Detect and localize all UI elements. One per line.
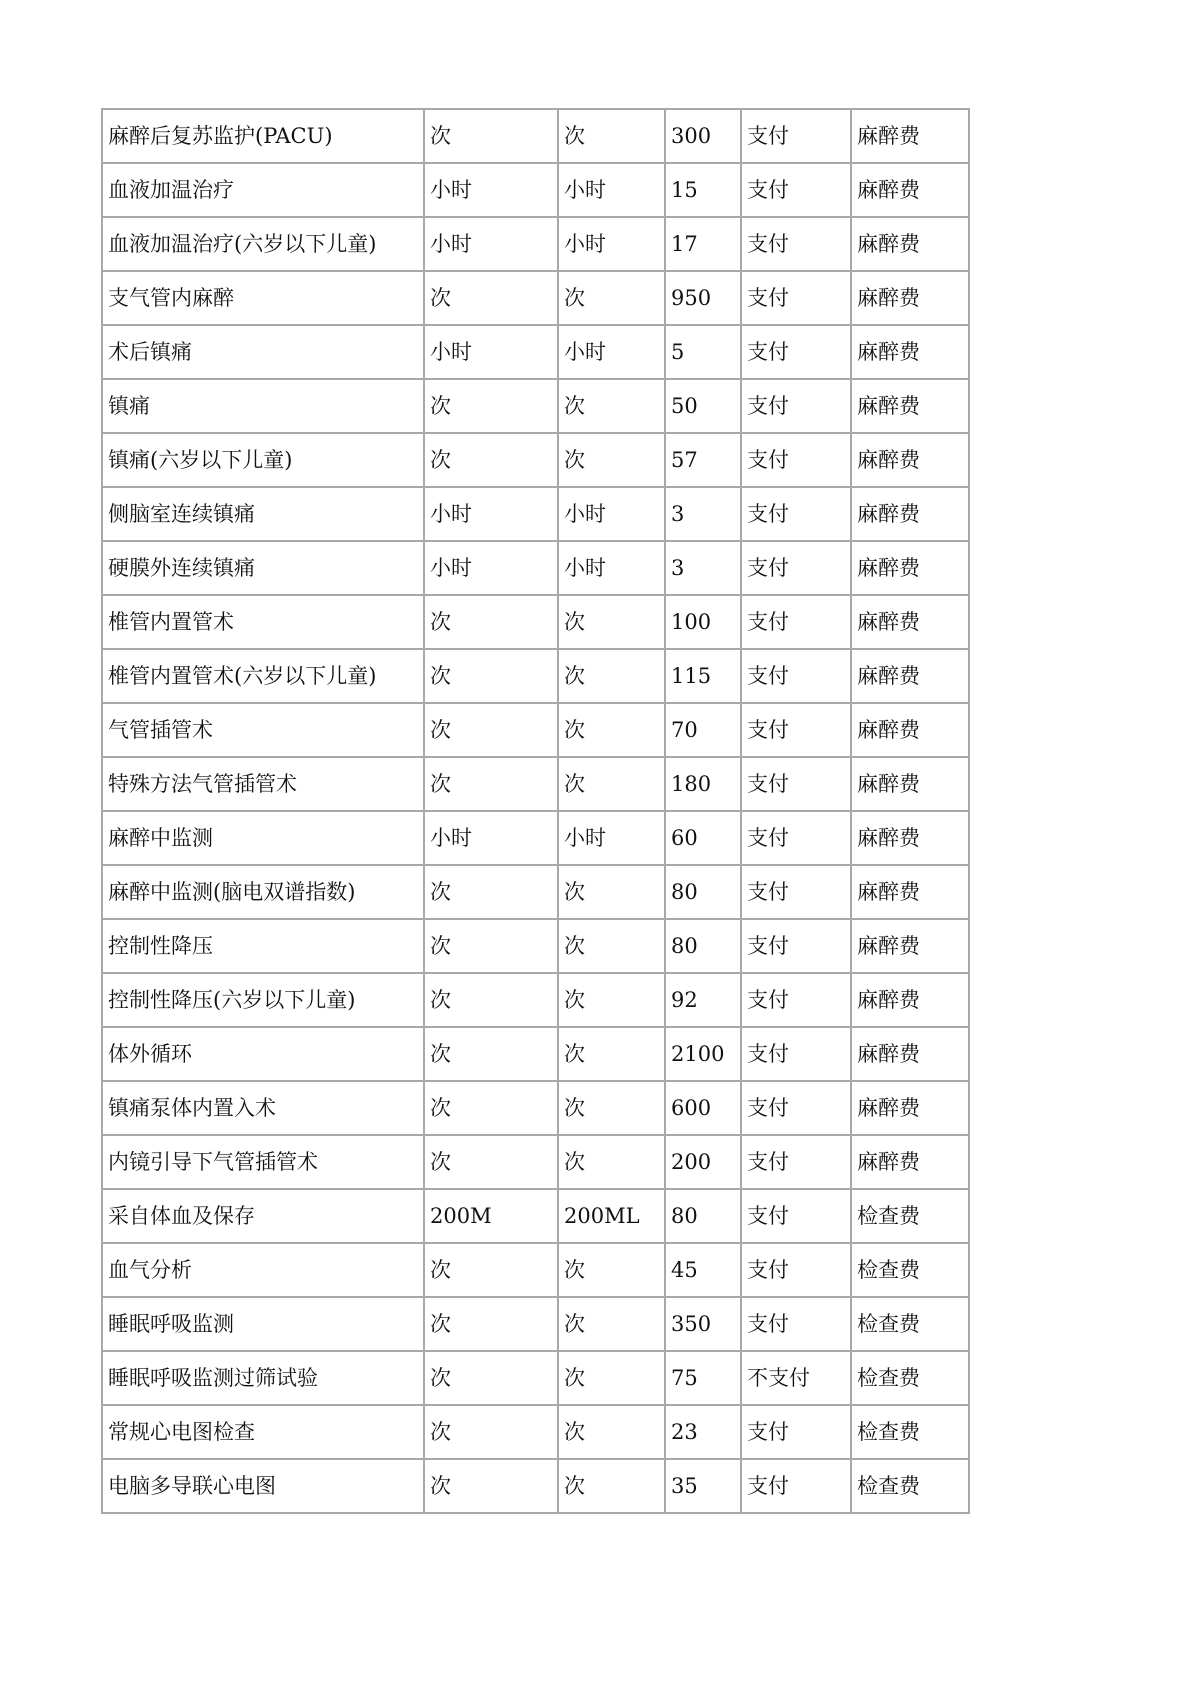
unit-cell: 小时 [424,541,558,595]
table-row [102,757,969,811]
billing-unit-cell: 次 [558,1459,665,1513]
price-cell: 115 [665,649,741,703]
item-name-cell: 采自体血及保存 [102,1189,424,1243]
payment-status-cell: 支付 [741,973,851,1027]
price-cell: 35 [665,1459,741,1513]
price-cell: 350 [665,1297,741,1351]
payment-status-cell: 支付 [741,1459,851,1513]
fee-table-body [102,109,969,1513]
price-cell: 75 [665,1351,741,1405]
billing-unit-cell: 次 [558,109,665,163]
billing-unit-cell: 小时 [558,541,665,595]
unit-cell: 次 [424,703,558,757]
table-row [102,1081,969,1135]
table-row [102,379,969,433]
payment-status-cell: 支付 [741,1405,851,1459]
table-row [102,487,969,541]
unit-cell: 小时 [424,163,558,217]
unit-cell: 次 [424,919,558,973]
payment-status-cell: 支付 [741,433,851,487]
payment-status-cell: 支付 [741,703,851,757]
item-name-cell: 椎管内置管术 [102,595,424,649]
fee-category-cell: 麻醉费 [851,487,969,541]
unit-cell: 次 [424,595,558,649]
price-cell: 180 [665,757,741,811]
table-row [102,325,969,379]
unit-cell: 次 [424,1081,558,1135]
billing-unit-cell: 次 [558,433,665,487]
table-row [102,1351,969,1405]
item-name-cell: 气管插管术 [102,703,424,757]
unit-cell: 次 [424,1243,558,1297]
item-name-cell: 术后镇痛 [102,325,424,379]
fee-category-cell: 麻醉费 [851,649,969,703]
payment-status-cell: 支付 [741,919,851,973]
payment-status-cell: 支付 [741,163,851,217]
billing-unit-cell: 次 [558,379,665,433]
payment-status-cell: 支付 [741,325,851,379]
table-row [102,919,969,973]
fee-category-cell: 麻醉费 [851,325,969,379]
billing-unit-cell: 小时 [558,217,665,271]
billing-unit-cell: 小时 [558,325,665,379]
fee-category-cell: 麻醉费 [851,919,969,973]
billing-unit-cell: 次 [558,703,665,757]
billing-unit-cell: 次 [558,919,665,973]
item-name-cell: 侧脑室连续镇痛 [102,487,424,541]
item-name-cell: 常规心电图检查 [102,1405,424,1459]
price-cell: 50 [665,379,741,433]
price-cell: 57 [665,433,741,487]
payment-status-cell: 支付 [741,217,851,271]
item-name-cell: 硬膜外连续镇痛 [102,541,424,595]
item-name-cell: 镇痛 [102,379,424,433]
billing-unit-cell: 次 [558,1081,665,1135]
billing-unit-cell: 次 [558,757,665,811]
payment-status-cell: 支付 [741,1243,851,1297]
fee-category-cell: 检查费 [851,1189,969,1243]
payment-status-cell: 不支付 [741,1351,851,1405]
fee-category-cell: 麻醉费 [851,865,969,919]
billing-unit-cell: 小时 [558,487,665,541]
payment-status-cell: 支付 [741,1081,851,1135]
billing-unit-cell: 次 [558,865,665,919]
payment-status-cell: 支付 [741,865,851,919]
price-cell: 5 [665,325,741,379]
item-name-cell: 电脑多导联心电图 [102,1459,424,1513]
price-cell: 23 [665,1405,741,1459]
fee-category-cell: 麻醉费 [851,703,969,757]
payment-status-cell: 支付 [741,1135,851,1189]
price-cell: 100 [665,595,741,649]
price-cell: 17 [665,217,741,271]
table-row [102,1189,969,1243]
price-cell: 70 [665,703,741,757]
billing-unit-cell: 次 [558,271,665,325]
payment-status-cell: 支付 [741,757,851,811]
price-cell: 92 [665,973,741,1027]
table-row [102,865,969,919]
price-cell: 80 [665,1189,741,1243]
fee-category-cell: 麻醉费 [851,595,969,649]
price-cell: 2100 [665,1027,741,1081]
fee-category-cell: 检查费 [851,1405,969,1459]
payment-status-cell: 支付 [741,595,851,649]
billing-unit-cell: 次 [558,649,665,703]
fee-category-cell: 麻醉费 [851,1081,969,1135]
fee-category-cell: 麻醉费 [851,379,969,433]
item-name-cell: 控制性降压 [102,919,424,973]
table-row [102,1297,969,1351]
fee-category-cell: 麻醉费 [851,1027,969,1081]
payment-status-cell: 支付 [741,1189,851,1243]
table-row [102,703,969,757]
item-name-cell: 椎管内置管术(六岁以下儿童) [102,649,424,703]
table-row [102,1243,969,1297]
price-cell: 950 [665,271,741,325]
payment-status-cell: 支付 [741,541,851,595]
billing-unit-cell: 200ML [558,1189,665,1243]
payment-status-cell: 支付 [741,487,851,541]
price-cell: 80 [665,865,741,919]
table-row [102,433,969,487]
billing-unit-cell: 次 [558,1351,665,1405]
item-name-cell: 血气分析 [102,1243,424,1297]
price-cell: 300 [665,109,741,163]
price-cell: 3 [665,541,741,595]
unit-cell: 200M [424,1189,558,1243]
fee-category-cell: 检查费 [851,1351,969,1405]
fee-category-cell: 麻醉费 [851,757,969,811]
unit-cell: 小时 [424,487,558,541]
table-row [102,1135,969,1189]
unit-cell: 次 [424,1459,558,1513]
unit-cell: 次 [424,433,558,487]
price-cell: 200 [665,1135,741,1189]
payment-status-cell: 支付 [741,109,851,163]
table-row [102,541,969,595]
payment-status-cell: 支付 [741,379,851,433]
billing-unit-cell: 次 [558,1243,665,1297]
payment-status-cell: 支付 [741,1297,851,1351]
fee-table [101,108,970,1514]
price-cell: 45 [665,1243,741,1297]
item-name-cell: 麻醉中监测 [102,811,424,865]
table-row [102,649,969,703]
fee-category-cell: 麻醉费 [851,163,969,217]
billing-unit-cell: 小时 [558,163,665,217]
fee-category-cell: 麻醉费 [851,1135,969,1189]
payment-status-cell: 支付 [741,271,851,325]
price-cell: 600 [665,1081,741,1135]
item-name-cell: 内镜引导下气管插管术 [102,1135,424,1189]
unit-cell: 小时 [424,325,558,379]
item-name-cell: 麻醉中监测(脑电双谱指数) [102,865,424,919]
table-row [102,595,969,649]
item-name-cell: 支气管内麻醉 [102,271,424,325]
unit-cell: 次 [424,865,558,919]
billing-unit-cell: 次 [558,973,665,1027]
table-row [102,109,969,163]
item-name-cell: 特殊方法气管插管术 [102,757,424,811]
item-name-cell: 麻醉后复苏监护(PACU) [102,109,424,163]
table-row [102,1027,969,1081]
fee-category-cell: 麻醉费 [851,217,969,271]
price-cell: 80 [665,919,741,973]
payment-status-cell: 支付 [741,811,851,865]
unit-cell: 小时 [424,217,558,271]
item-name-cell: 睡眠呼吸监测过筛试验 [102,1351,424,1405]
unit-cell: 次 [424,649,558,703]
billing-unit-cell: 小时 [558,811,665,865]
unit-cell: 次 [424,271,558,325]
unit-cell: 次 [424,1405,558,1459]
fee-category-cell: 检查费 [851,1243,969,1297]
table-row [102,1405,969,1459]
payment-status-cell: 支付 [741,1027,851,1081]
billing-unit-cell: 次 [558,1297,665,1351]
item-name-cell: 镇痛泵体内置入术 [102,1081,424,1135]
price-cell: 15 [665,163,741,217]
item-name-cell: 镇痛(六岁以下儿童) [102,433,424,487]
billing-unit-cell: 次 [558,595,665,649]
billing-unit-cell: 次 [558,1027,665,1081]
fee-category-cell: 麻醉费 [851,541,969,595]
unit-cell: 次 [424,1351,558,1405]
table-row [102,217,969,271]
fee-category-cell: 检查费 [851,1459,969,1513]
fee-category-cell: 麻醉费 [851,433,969,487]
payment-status-cell: 支付 [741,649,851,703]
unit-cell: 次 [424,757,558,811]
item-name-cell: 睡眠呼吸监测 [102,1297,424,1351]
table-row [102,973,969,1027]
table-row [102,1459,969,1513]
price-cell: 3 [665,487,741,541]
fee-category-cell: 麻醉费 [851,271,969,325]
unit-cell: 次 [424,1027,558,1081]
table-row [102,811,969,865]
table-row [102,271,969,325]
fee-category-cell: 麻醉费 [851,109,969,163]
item-name-cell: 体外循环 [102,1027,424,1081]
item-name-cell: 血液加温治疗(六岁以下儿童) [102,217,424,271]
unit-cell: 小时 [424,811,558,865]
unit-cell: 次 [424,1135,558,1189]
table-row [102,163,969,217]
unit-cell: 次 [424,1297,558,1351]
unit-cell: 次 [424,973,558,1027]
fee-category-cell: 检查费 [851,1297,969,1351]
fee-category-cell: 麻醉费 [851,973,969,1027]
fee-category-cell: 麻醉费 [851,811,969,865]
billing-unit-cell: 次 [558,1405,665,1459]
unit-cell: 次 [424,379,558,433]
billing-unit-cell: 次 [558,1135,665,1189]
item-name-cell: 控制性降压(六岁以下儿童) [102,973,424,1027]
price-cell: 60 [665,811,741,865]
item-name-cell: 血液加温治疗 [102,163,424,217]
unit-cell: 次 [424,109,558,163]
